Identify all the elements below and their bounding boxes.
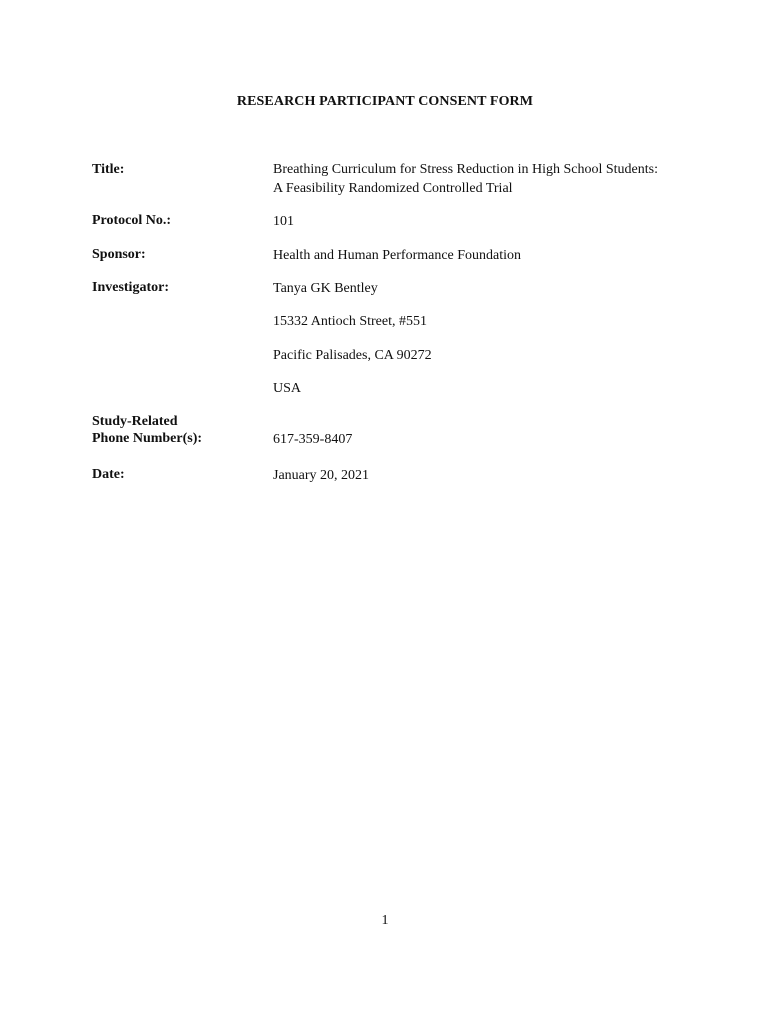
investigator-country: USA bbox=[273, 381, 302, 396]
date-label: Date: bbox=[92, 467, 125, 482]
date-value: January 20, 2021 bbox=[273, 468, 370, 483]
sponsor-name: Health and Human Performance Foundation bbox=[273, 248, 522, 263]
investigator-address-line-2: Pacific Palisades, CA 90272 bbox=[273, 348, 432, 363]
investigator-label: Investigator: bbox=[92, 280, 169, 295]
study-title-line-2: A Feasibility Randomized Controlled Trial bbox=[273, 181, 513, 196]
page-number: 1 bbox=[381, 913, 389, 928]
study-title-line-1: Breathing Curriculum for Stress Reduction in High School Students: bbox=[273, 162, 658, 177]
form-heading: RESEARCH PARTICIPANT CONSENT FORM bbox=[236, 94, 534, 109]
investigator-name: Tanya GK Bentley bbox=[273, 281, 378, 296]
phone-label-line-2: Phone Number(s): bbox=[92, 431, 203, 446]
investigator-address-line-1: 15332 Antioch Street, #551 bbox=[273, 314, 427, 329]
phone-number: 617-359-8407 bbox=[273, 432, 353, 447]
protocol-label: Protocol No.: bbox=[92, 213, 172, 228]
title-label: Title: bbox=[92, 162, 125, 177]
protocol-number: 101 bbox=[273, 214, 294, 229]
phone-label-line-1: Study-Related bbox=[92, 414, 178, 429]
sponsor-label: Sponsor: bbox=[92, 247, 146, 262]
